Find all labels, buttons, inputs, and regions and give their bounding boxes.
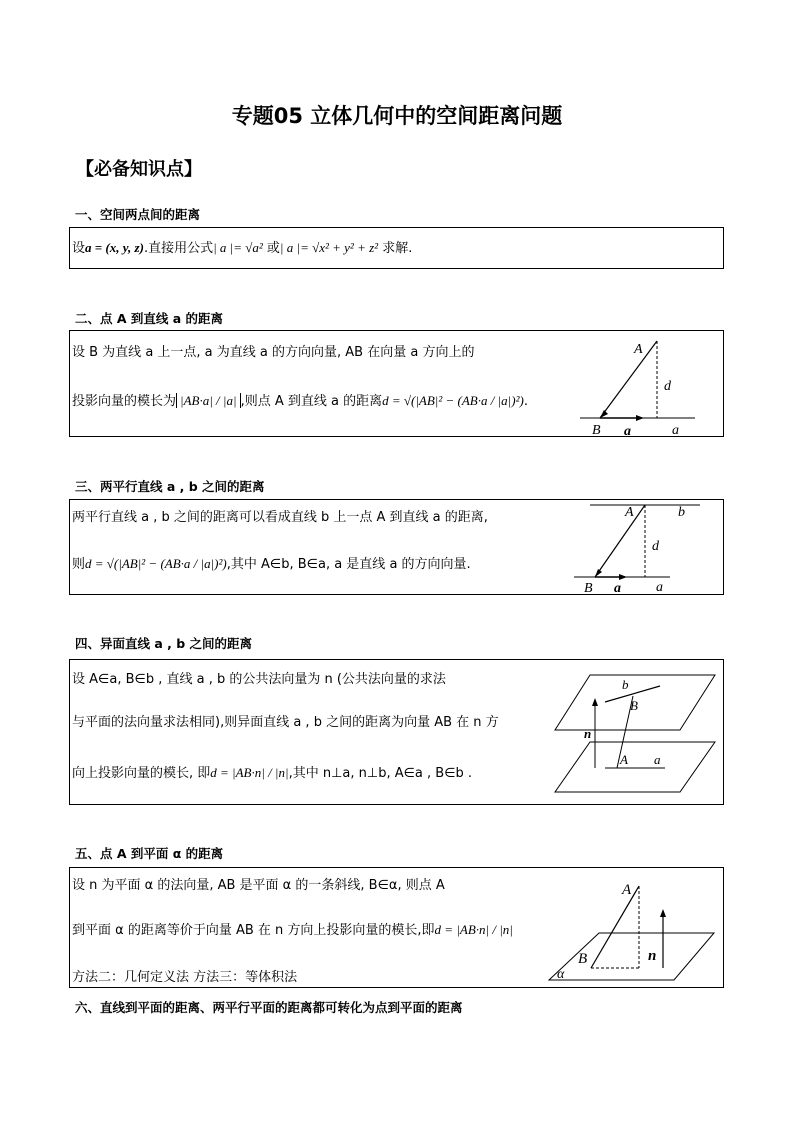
- s4-text-a: 向上投影向量的模长, 即: [72, 766, 211, 781]
- s3-label-a-line: a: [656, 580, 663, 595]
- section-heading: 【必备知识点】: [76, 159, 202, 180]
- s1-box: [69, 227, 724, 269]
- s5-line-2: [72, 922, 513, 939]
- s3-box: [69, 499, 724, 595]
- s3-figure: [570, 500, 724, 595]
- s2-formula-d: d = √(|AB|² − (AB·a / |a|)²): [382, 393, 524, 408]
- s2-label-A: A: [634, 342, 643, 357]
- s2-vector-AB: [600, 341, 657, 418]
- s2-arrowhead-a: [636, 415, 644, 421]
- s4-label-a: a: [654, 752, 661, 767]
- s4-label-A: A: [620, 752, 628, 767]
- s3-label-b: b: [678, 505, 685, 520]
- s5-label-A: A: [622, 882, 632, 898]
- s3-text-a: 则: [72, 557, 86, 572]
- s4-title: 四、异面直线 a , b 之间的距离: [75, 636, 253, 651]
- s1-text-2: .直接用公式: [143, 241, 214, 256]
- s5-label-alpha: α: [557, 967, 565, 982]
- s2-text-b: ,则点 A 到直线 a 的距离: [240, 394, 383, 409]
- s3-arrowhead: [595, 569, 602, 577]
- s5-text-a: 到平面 α 的距离等价于向量 AB 在 n 方向上投影向量的模长,即: [72, 923, 435, 938]
- s3-label-a-vec: a: [614, 581, 621, 595]
- s2-label-a-vec: a: [624, 424, 631, 437]
- s3-line-2: [72, 556, 471, 573]
- s4-formula-d: d = |AB·n| / |n|: [210, 765, 289, 780]
- s2-figure: [570, 331, 720, 437]
- s1-text-1: 设: [72, 241, 86, 256]
- s2-label-d: d: [664, 379, 671, 394]
- s2-label-a-line: a: [672, 423, 679, 437]
- page-title: 专题05 立体几何中的空间距离问题: [231, 104, 563, 128]
- s1-line: [72, 240, 412, 257]
- s2-text-c: .: [523, 394, 528, 409]
- s2-formula-proj: |AB·a| / |a|: [176, 393, 241, 408]
- s1-title: 一、空间两点间的距离: [75, 207, 201, 222]
- s1-text-4: 求解.: [378, 241, 413, 256]
- s5-formula-d: d = |AB·n| / |n|: [434, 922, 513, 937]
- s1-formula-vec: a = (x, y, z): [85, 240, 144, 255]
- s5-segment-AB: [591, 886, 639, 968]
- s2-title: 二、点 A 到直线 a 的距离: [75, 311, 224, 326]
- s3-label-B: B: [584, 581, 593, 595]
- s5-arrowhead-n: [660, 909, 666, 917]
- s3-formula-d: d = √(|AB|² − (AB·a / |a|)²): [85, 556, 227, 571]
- s3-text-b: ,其中 A∈b, B∈a, a 是直线 a 的方向向量.: [226, 557, 471, 572]
- s5-title: 五、点 A 到平面 α 的距离: [75, 846, 224, 861]
- s4-label-b: b: [622, 677, 629, 692]
- s2-label-B: B: [592, 423, 601, 437]
- s5-figure: [544, 868, 724, 988]
- s3-label-A: A: [625, 505, 634, 520]
- s2-arrowhead: [600, 410, 608, 418]
- s5-box: [69, 867, 724, 988]
- s1-text-3: 或: [262, 241, 280, 256]
- s5-plane: [549, 933, 714, 980]
- s4-text-b: ,其中 n⊥a, n⊥b, A∈a , B∈b .: [288, 766, 473, 781]
- s2-line-1: 设 B 为直线 a 上一点, a 为直线 a 的方向向量, AB 在向量 a 方向上的: [72, 345, 475, 360]
- s3-vector-AB: [595, 505, 645, 577]
- s5-label-n: n: [648, 948, 657, 964]
- s4-arrowhead-n: [592, 698, 598, 706]
- s4-plane-bottom: [555, 742, 715, 792]
- s5-line-1: 设 n 为平面 α 的法向量, AB 是平面 α 的一条斜线, B∈α, 则点 A: [72, 878, 445, 893]
- s3-label-d: d: [652, 539, 659, 554]
- s4-label-B: B: [630, 698, 638, 713]
- s2-line-2: [72, 393, 528, 410]
- s4-label-n: n: [584, 726, 592, 741]
- s4-line-1: 设 A∈a, B∈b , 直线 a , b 的公共法向量为 n (公共法向量的求法: [72, 672, 446, 687]
- s3-line-1: 两平行直线 a , b 之间的距离可以看成直线 b 上一点 A 到直线 a 的距离,: [72, 510, 488, 525]
- s3-title: 三、两平行直线 a , b 之间的距离: [75, 479, 265, 494]
- s1-formula-norm: | a |= √a²: [213, 240, 263, 255]
- s4-box: [69, 659, 724, 805]
- s1-formula-coord: | a |= √x² + y² + z²: [279, 240, 379, 255]
- s4-figure: [550, 660, 724, 805]
- s6-title: 六、直线到平面的距离、两平行平面的距离都可转化为点到平面的距离: [75, 1000, 463, 1015]
- s4-line-2: 与平面的法向量求法相同),则异面直线 a , b 之间的距离为向量 AB 在 n 方: [72, 715, 499, 730]
- s3-arrowhead-a: [619, 574, 627, 580]
- s2-text-a: 投影向量的模长为: [72, 394, 177, 409]
- s2-box: [69, 330, 724, 437]
- s5-line-3: 方法二：几何定义法 方法三：等体积法: [72, 970, 298, 985]
- s4-line-3: [72, 765, 472, 782]
- s5-label-B: B: [578, 951, 588, 967]
